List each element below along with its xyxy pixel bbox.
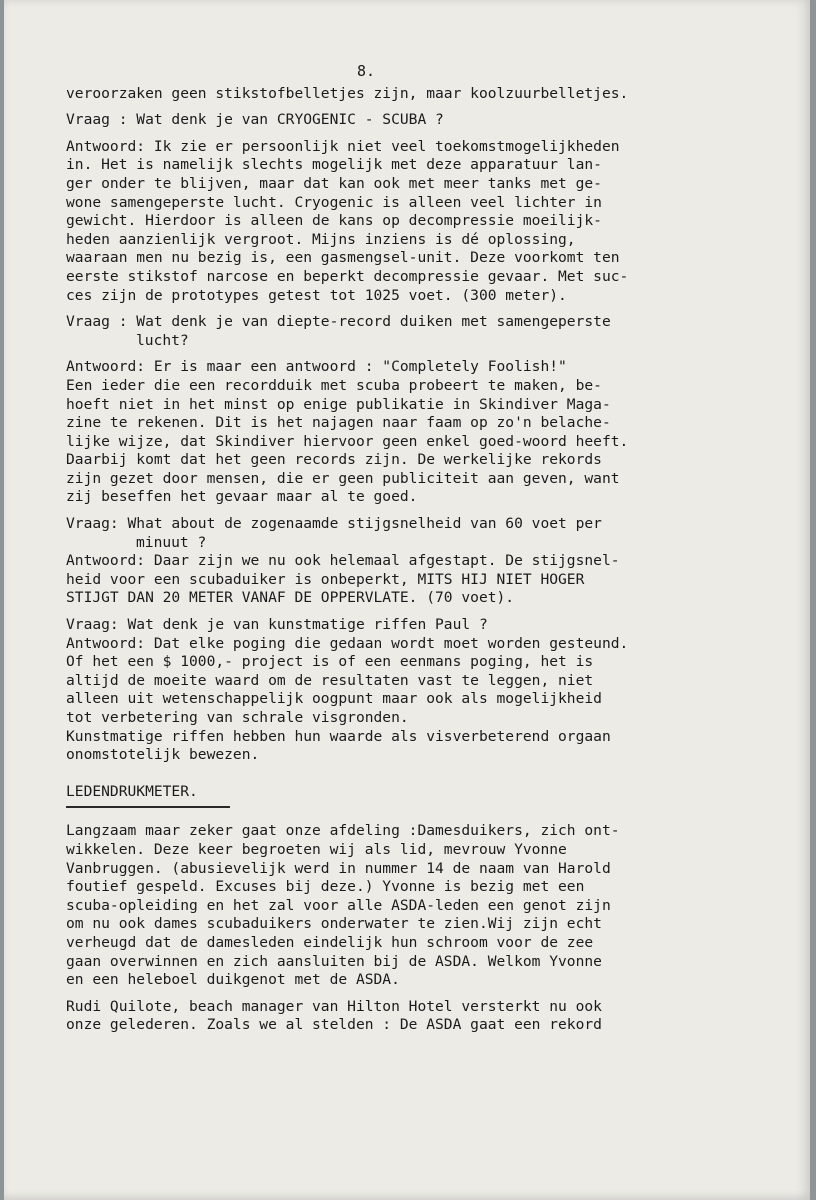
text-line: heden aanzienlijk vergroot. Mijns inziens is dé oplossing, bbox=[66, 230, 576, 248]
text-line: Vraag : Wat denk je van diepte-record duiken met samengeperste bbox=[66, 313, 611, 331]
text-line: hoeft niet in het minst op enige publikatie in Skindiver Maga- bbox=[66, 395, 611, 413]
text-line: Antwoord: Daar zijn we nu ook helemaal afgestapt. De stijgsnel- bbox=[66, 552, 620, 570]
text-line: waaraan men nu bezig is, een gasmengsel-unit. Deze voorkomt ten bbox=[66, 249, 620, 267]
text-line: om nu ook dames scubaduikers onderwater te zien.Wij zijn echt bbox=[66, 915, 602, 933]
text-line: wone samengeperste lucht. Cryogenic is alleen veel lichter in bbox=[66, 193, 602, 211]
text-line: scuba-opleiding en het zal voor alle ASDA-leden een genot zijn bbox=[66, 896, 611, 914]
text-line: lucht? bbox=[136, 331, 189, 349]
text-line: eerste stikstof narcose en beperkt decompressie gevaar. Met suc- bbox=[66, 267, 629, 285]
section-body bbox=[66, 822, 766, 1035]
text-line: Of het een $ 1000,- project is of een eenmans poging, het is bbox=[66, 653, 594, 671]
text-line: veroorzaken geen stikstofbelletjes zijn, maar koolzuurbelletjes. bbox=[66, 84, 629, 102]
text-line: Een ieder die een recordduik met scuba probeert te maken, be- bbox=[66, 376, 602, 394]
text-line: Antwoord: Dat elke poging die gedaan wordt moet worden gesteund. bbox=[66, 634, 629, 652]
text-line: Daarbij komt dat het geen records zijn. De werkelijke rekords bbox=[66, 451, 602, 469]
paragraph bbox=[66, 552, 766, 608]
text-line: onomstotelijk bewezen. bbox=[66, 746, 260, 764]
text-line: gewicht. Hierdoor is alleen de kans op decompressie moeilijk- bbox=[66, 212, 602, 230]
paragraph bbox=[66, 313, 766, 350]
text-line: foutief gespeld. Excuses bij deze.) Yvonne is bezig met een bbox=[66, 878, 585, 896]
text-line: altijd de moeite waard om de resultaten vast te leggen, niet bbox=[66, 671, 594, 689]
paragraph bbox=[66, 616, 766, 765]
text-line: zine te rekenen. Dit is het najagen naar faam op zo'n belache- bbox=[66, 414, 611, 432]
text-line: Langzaam maar zeker gaat onze afdeling :Damesduikers, zich ont- bbox=[66, 822, 620, 840]
text-line: Rudi Quilote, beach manager van Hilton Hotel versterkt nu ook bbox=[66, 997, 602, 1015]
heading-underline bbox=[66, 806, 230, 808]
text-line: Vraag : Wat denk je van CRYOGENIC - SCUBA ? bbox=[66, 111, 444, 129]
typewritten-text bbox=[66, 62, 766, 1035]
text-line: Antwoord: Er is maar een antwoord : "Completely Foolish!" bbox=[66, 358, 567, 376]
page-number: 8. bbox=[356, 62, 376, 80]
text-line: heid voor een scubaduiker is onbeperkt, MITS HIJ NIET HOGER bbox=[66, 570, 585, 588]
document-page bbox=[4, 0, 810, 1200]
text-line: tot verbetering van schrale visgronden. bbox=[66, 709, 409, 726]
paragraph bbox=[66, 138, 766, 305]
text-line: alleen uit wetenschappelijk oogpunt maar ook als mogelijkheid bbox=[66, 690, 602, 708]
section-heading: LEDENDRUKMETER. bbox=[66, 782, 198, 800]
text-line: Vraag: What about de zogenaamde stijgsnelheid van 60 voet per bbox=[66, 515, 602, 533]
text-line: lijke wijze, dat Skindiver hiervoor geen enkel goed-woord heeft. bbox=[66, 432, 629, 450]
article-body bbox=[66, 85, 766, 765]
text-line: gaan overwinnen en zich aansluiten bij de ASDA. Welkom Yvonne bbox=[66, 952, 602, 970]
paragraph bbox=[66, 822, 766, 989]
text-line: en een heleboel duikgenot met de ASDA. bbox=[66, 971, 400, 989]
text-line: Vanbruggen. (abusievelijk werd in nummer 14 de naam van Harold bbox=[66, 859, 611, 877]
text-line: verheugd dat de damesleden eindelijk hun schroom voor de zee bbox=[66, 933, 594, 951]
text-line: Antwoord: Ik zie er persoonlijk niet veel toekomstmogelijkheden bbox=[66, 137, 620, 155]
text-line: ces zijn de prototypes getest tot 1025 voet. (300 meter). bbox=[66, 286, 567, 304]
paragraph bbox=[66, 998, 766, 1035]
text-line: Kunstmatige riffen hebben hun waarde als visverbeterend orgaan bbox=[66, 727, 611, 745]
text-line: STIJGT DAN 20 METER VANAF DE OPPERVLATE. (70 voet). bbox=[66, 589, 515, 607]
text-line: zij beseffen het gevaar maar al te goed. bbox=[66, 488, 418, 506]
paragraph bbox=[66, 111, 766, 130]
text-line: onze gelederen. Zoals we al stelden : De ASDA gaat een rekord bbox=[66, 1016, 602, 1034]
paragraph bbox=[66, 358, 766, 507]
text-line: ger onder te blijven, maar dat kan ook met meer tanks met ge- bbox=[66, 174, 602, 192]
paragraph bbox=[66, 85, 766, 104]
paragraph bbox=[66, 515, 766, 552]
text-line: minuut ? bbox=[136, 533, 207, 551]
text-line: wikkelen. Deze keer begroeten wij als lid, mevrouw Yvonne bbox=[66, 840, 567, 858]
text-line: Vraag: Wat denk je van kunstmatige riffen Paul ? bbox=[66, 616, 488, 634]
text-line: in. Het is namelijk slechts mogelijk met deze apparatuur lan- bbox=[66, 156, 602, 174]
text-line: zijn gezet door mensen, die er geen publiciteit aan geven, want bbox=[66, 469, 620, 487]
